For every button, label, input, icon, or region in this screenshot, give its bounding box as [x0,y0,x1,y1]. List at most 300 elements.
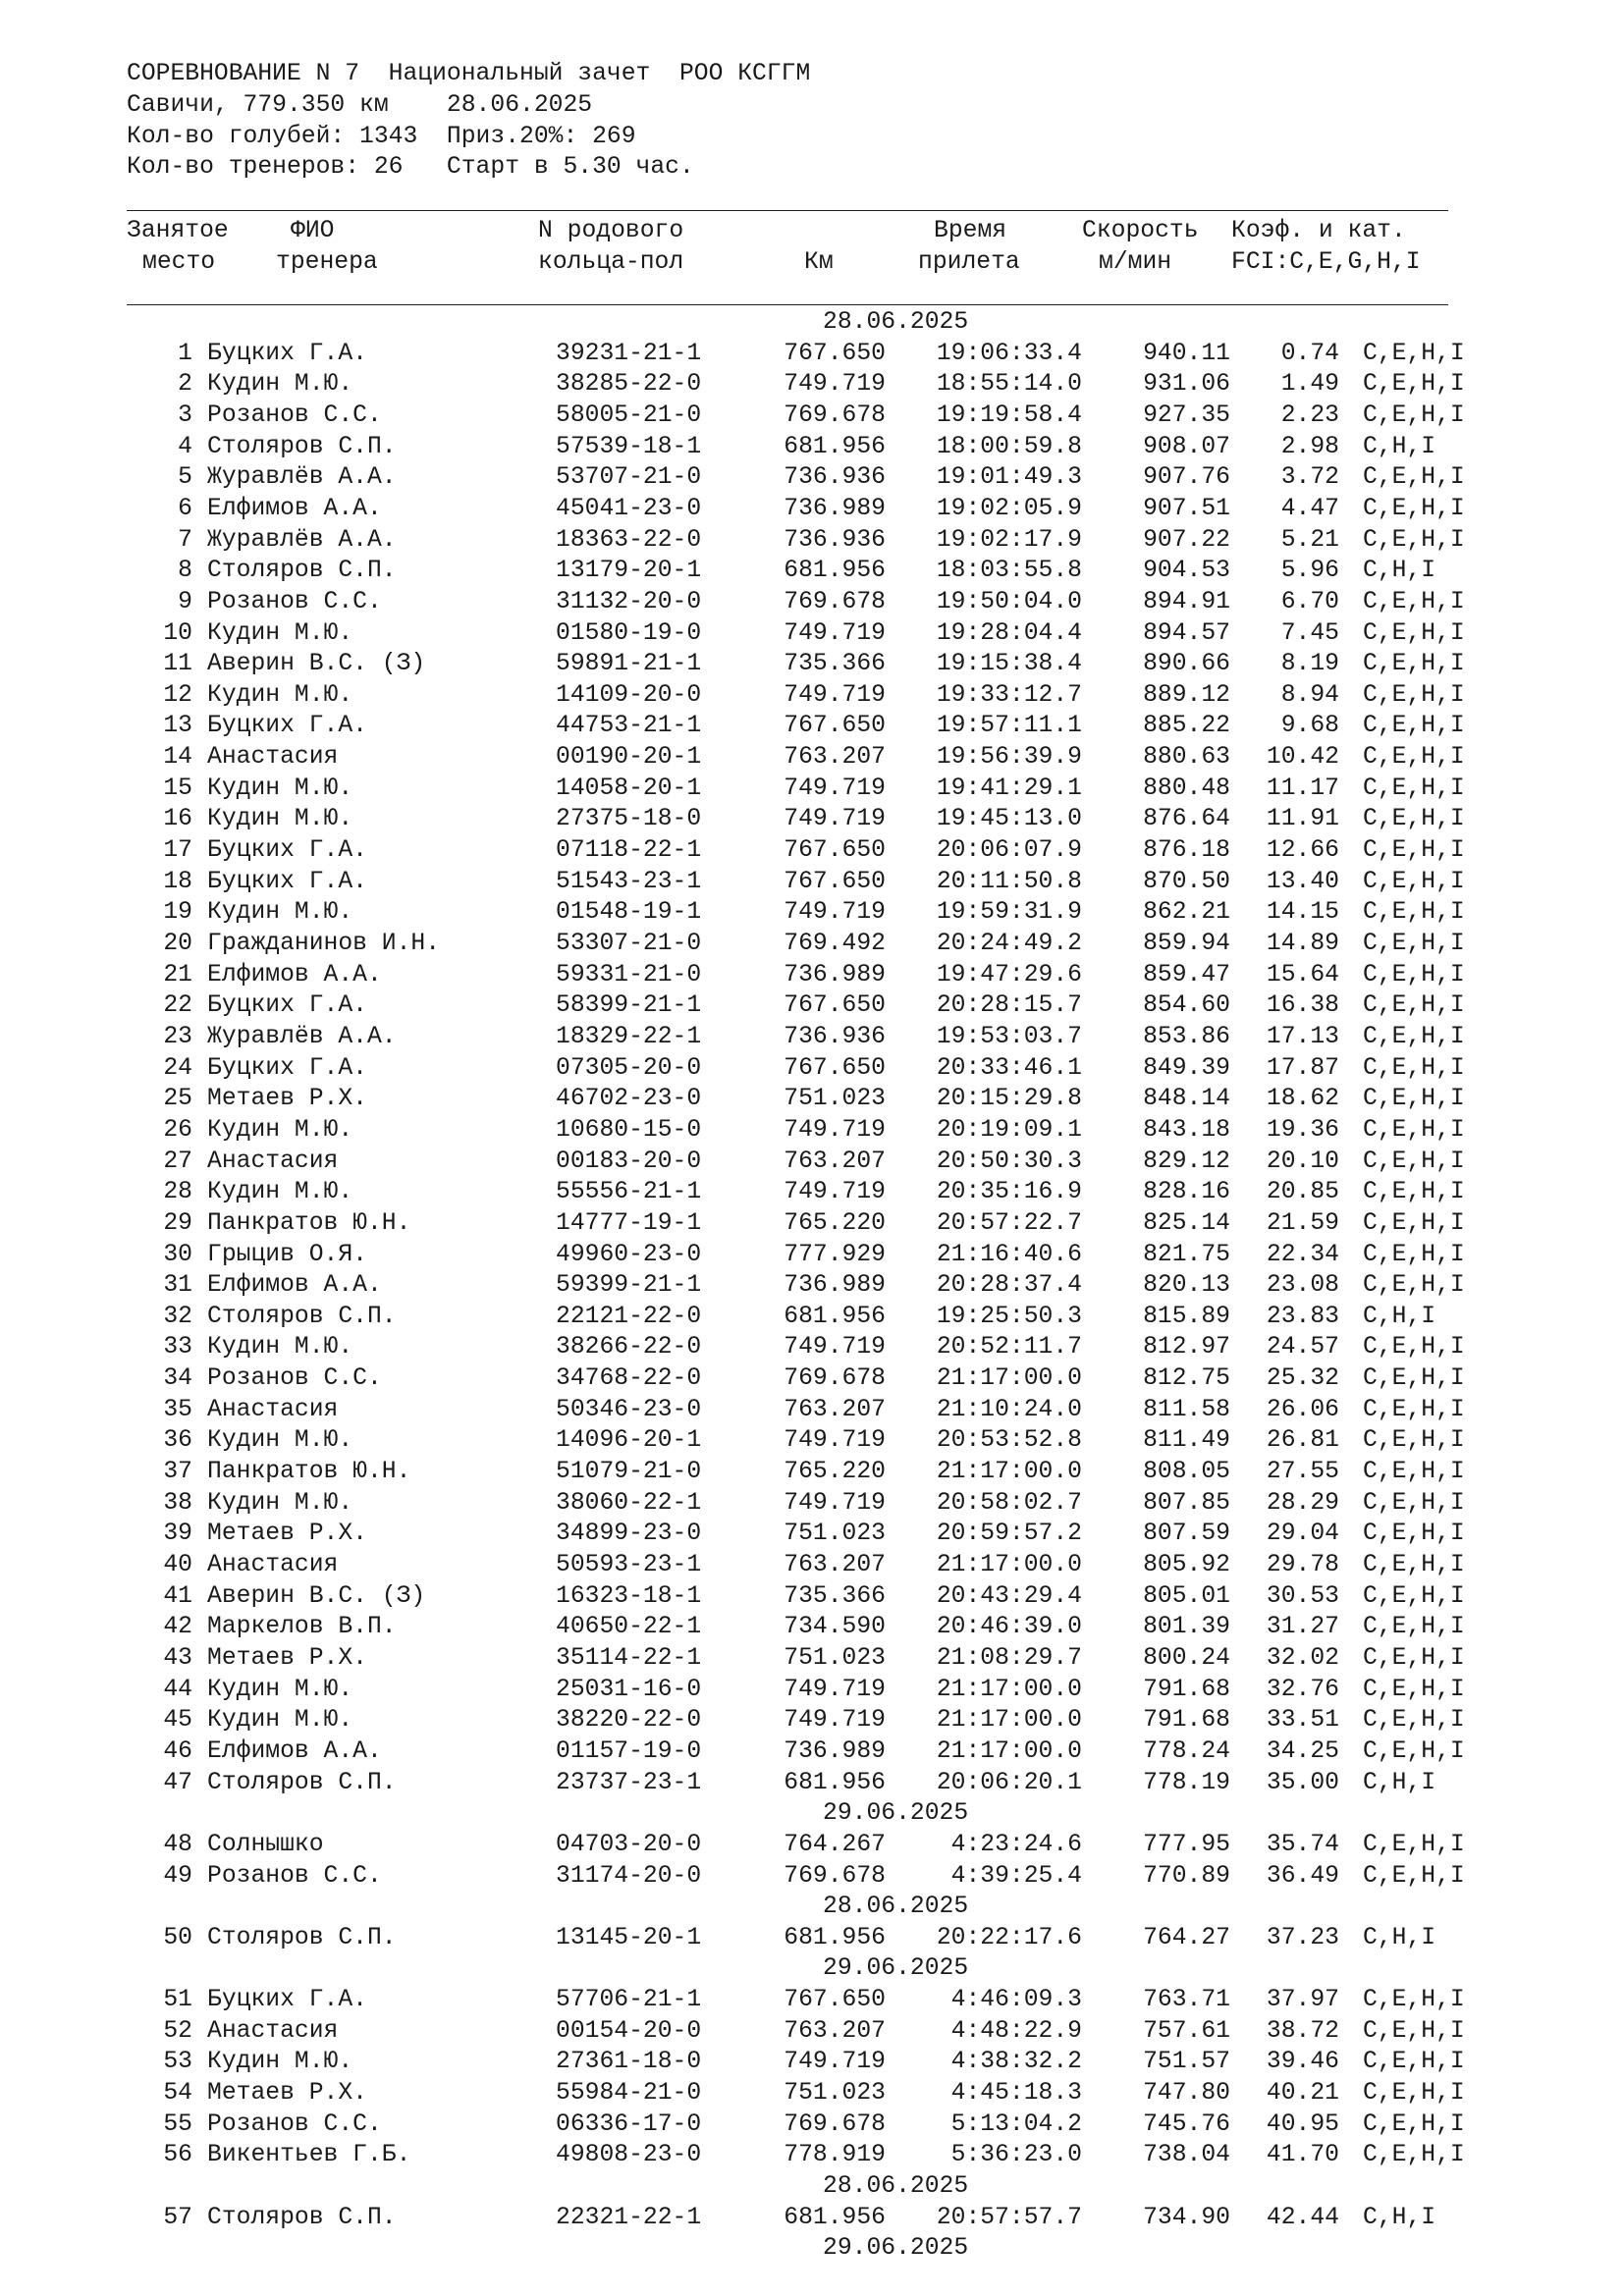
cell-ring: 57706-21-1 [556,1986,702,2014]
cell-speed: 880.63 [1143,743,1230,772]
cell-speed: 907.22 [1143,525,1230,554]
cell-speed: 853.86 [1143,1022,1230,1050]
name-header-2: тренера [276,248,378,276]
cell-time: 19:19:58.4 [936,400,1082,429]
cell-speed: 811.58 [1143,1395,1230,1423]
cell-cat: C,E,H,I [1363,1736,1465,1765]
cell-speed: 812.97 [1143,1333,1230,1362]
cell-ring: 51079-21-0 [556,1458,702,1486]
cell-coef: 19.36 [1266,1115,1339,1144]
table-row [0,1332,1624,1363]
cell-ring: 51543-23-1 [556,867,702,895]
cell-name: Анастасия [207,1147,339,1175]
cell-km: 681.956 [784,2203,886,2231]
cell-coef: 3.72 [1280,463,1339,492]
cell-time: 4:45:18.3 [950,2079,1082,2108]
cell-coef: 11.17 [1266,774,1339,802]
cell-time: 19:56:39.9 [936,743,1082,772]
cell-place: 15 [163,774,192,802]
cell-km: 769.492 [784,930,886,957]
cell-time: 21:17:00.0 [936,1706,1082,1735]
cell-coef: 32.76 [1266,1675,1339,1703]
cell-cat: C,H,I [1363,1768,1436,1796]
cell-coef: 8.94 [1280,680,1339,709]
table-row [0,711,1624,742]
cell-km: 763.207 [784,1551,886,1578]
cell-cat: C,E,H,I [1363,2016,1465,2045]
cell-time: 19:02:05.9 [936,494,1082,522]
cell-name: Журавлёв А.А. [207,463,397,492]
cell-name: Анастасия [207,743,339,772]
cell-cat: C,E,H,I [1363,836,1465,865]
table-row [0,1053,1624,1085]
cell-speed: 763.71 [1143,1986,1230,2014]
cell-speed: 751.57 [1143,2048,1230,2076]
cell-time: 19:01:49.3 [936,463,1082,492]
cell-km: 749.719 [784,1333,886,1362]
table-row [0,494,1624,525]
cell-name: Буцких Г.А. [207,1053,367,1082]
cell-name: Столяров С.П. [207,432,397,460]
time-header-1: Время [934,217,1007,244]
cell-coef: 26.81 [1266,1426,1339,1455]
cell-cat: C,E,H,I [1363,2141,1465,2169]
cell-km: 736.989 [784,960,886,988]
cell-name: Грыцив О.Я. [207,1240,367,1268]
cell-coef: 40.95 [1266,2109,1339,2138]
cell-time: 5:13:04.2 [950,2109,1082,2138]
cell-km: 736.989 [784,494,886,522]
cell-cat: C,E,H,I [1363,991,1465,1020]
cell-time: 20:57:57.7 [936,2203,1082,2231]
coef-header-1: Коэф. и кат. [1231,217,1406,244]
cell-cat: C,E,H,I [1363,1147,1465,1175]
cell-km: 749.719 [784,1426,886,1455]
cell-km: 736.989 [784,1271,886,1300]
cell-cat: C,E,H,I [1363,1643,1465,1672]
cell-km: 763.207 [784,1147,886,1175]
cell-coef: 1.49 [1280,370,1339,399]
cell-coef: 17.87 [1266,1053,1339,1082]
coef-header-2: FCI:C,E,G,H,I [1231,248,1421,276]
cell-place: 32 [163,1302,192,1330]
cell-coef: 12.66 [1266,836,1339,865]
cell-speed: 807.85 [1143,1488,1230,1517]
cell-ring: 38266-22-0 [556,1333,702,1362]
cell-coef: 22.34 [1266,1240,1339,1268]
cell-km: 749.719 [784,774,886,802]
cell-place: 57 [163,2203,192,2231]
top-rule [127,210,1448,211]
cell-speed: 791.68 [1143,1675,1230,1703]
cell-coef: 23.83 [1266,1302,1339,1330]
cell-time: 20:59:57.2 [936,1520,1082,1548]
cell-cat: C,E,H,I [1363,1208,1465,1237]
table-row [0,1115,1624,1147]
cell-name: Буцких Г.А. [207,836,367,865]
cell-place: 18 [163,867,192,895]
cell-ring: 57539-18-1 [556,432,702,460]
cell-cat: C,E,H,I [1363,930,1465,957]
cell-speed: 757.61 [1143,2016,1230,2045]
cell-ring: 14058-20-1 [556,774,702,802]
cell-km: 736.936 [784,525,886,554]
cell-ring: 35114-22-1 [556,1643,702,1672]
cell-cat: C,E,H,I [1363,867,1465,895]
cell-name: Маркелов В.П. [207,1613,397,1641]
cell-speed: 894.91 [1143,587,1230,615]
cell-name: Кудин М.Ю. [207,680,353,709]
cell-ring: 16323-18-1 [556,1581,702,1610]
cell-cat: C,E,H,I [1363,2048,1465,2076]
table-row [0,1985,1624,2016]
cell-ring: 44753-21-1 [556,712,702,740]
table-row [0,1705,1624,1736]
cell-ring: 22321-22-1 [556,2203,702,2231]
table-row [0,1177,1624,1208]
cell-place: 33 [163,1333,192,1362]
cell-cat: C,E,H,I [1363,2109,1465,2138]
cell-cat: C,E,H,I [1363,743,1465,772]
cell-place: 47 [163,1768,192,1796]
cell-coef: 24.57 [1266,1333,1339,1362]
cell-place: 56 [163,2141,192,2169]
cell-km: 749.719 [784,680,886,709]
cell-speed: 940.11 [1143,339,1230,367]
cell-place: 53 [163,2048,192,2076]
table-row [0,1519,1624,1550]
cell-cat: C,E,H,I [1363,1240,1465,1268]
cell-cat: C,E,H,I [1363,1675,1465,1703]
cell-time: 20:33:46.1 [936,1053,1082,1082]
cell-coef: 39.46 [1266,2048,1339,2076]
cell-km: 734.590 [784,1613,886,1641]
cell-ring: 00183-20-0 [556,1147,702,1175]
cell-cat: C,E,H,I [1363,463,1465,492]
cell-time: 21:17:00.0 [936,1675,1082,1703]
table-row [0,556,1624,587]
cell-place: 34 [163,1364,192,1393]
cell-cat: C,E,H,I [1363,712,1465,740]
cell-ring: 46702-23-0 [556,1085,702,1113]
cell-coef: 18.62 [1266,1085,1339,1113]
table-row [0,1425,1624,1457]
cell-time: 20:19:09.1 [936,1115,1082,1144]
cell-cat: C,E,H,I [1363,1333,1465,1362]
cell-speed: 800.24 [1143,1643,1230,1672]
cell-name: Солнышко [207,1830,324,1858]
cell-ring: 55984-21-0 [556,2079,702,2108]
cell-coef: 5.96 [1280,557,1339,585]
cell-coef: 6.70 [1280,587,1339,615]
cell-km: 767.650 [784,1986,886,2014]
cell-km: 765.220 [784,1208,886,1237]
cell-speed: 828.16 [1143,1178,1230,1206]
cell-place: 31 [163,1271,192,1300]
cell-place: 10 [163,618,192,647]
cell-name: Столяров С.П. [207,1302,397,1330]
table-row [0,1643,1624,1675]
table-row [0,1147,1624,1178]
cell-coef: 2.98 [1280,432,1339,460]
cell-time: 21:08:29.7 [936,1643,1082,1672]
cell-name: Елфимов А.А. [207,1736,382,1765]
cell-speed: 859.47 [1143,960,1230,988]
cell-ring: 18363-22-0 [556,525,702,554]
cell-place: 50 [163,1923,192,1951]
cell-ring: 22121-22-0 [556,1302,702,1330]
cell-place: 45 [163,1706,192,1735]
cell-km: 749.719 [784,1706,886,1735]
cell-speed: 889.12 [1143,680,1230,709]
cell-name: Панкратов Ю.Н. [207,1208,411,1237]
cell-place: 37 [163,1458,192,1486]
cell-cat: C,E,H,I [1363,1395,1465,1423]
cell-cat: C,E,H,I [1363,400,1465,429]
cell-time: 20:53:52.8 [936,1426,1082,1455]
cell-name: Кудин М.Ю. [207,1178,353,1206]
cell-cat: C,E,H,I [1363,898,1465,927]
cell-coef: 16.38 [1266,991,1339,1020]
cell-name: Кудин М.Ю. [207,2048,353,2076]
cell-speed: 807.59 [1143,1520,1230,1548]
cell-time: 20:52:11.7 [936,1333,1082,1362]
cell-ring: 06336-17-0 [556,2109,702,2138]
header-rule [127,304,1448,305]
date-separator: 28.06.2025 [823,308,969,336]
cell-cat: C,H,I [1363,1302,1436,1330]
cell-cat: C,E,H,I [1363,1364,1465,1393]
cell-coef: 35.74 [1266,1830,1339,1858]
cell-speed: 894.57 [1143,618,1230,647]
cell-time: 20:46:39.0 [936,1613,1082,1641]
cell-name: Журавлёв А.А. [207,1022,397,1050]
ring-header-2: кольца-пол [538,248,684,276]
table-row [0,2203,1624,2234]
cell-cat: C,H,I [1363,432,1436,460]
cell-speed: 801.39 [1143,1613,1230,1641]
cell-coef: 35.00 [1266,1768,1339,1796]
table-row [0,649,1624,680]
cell-time: 20:06:07.9 [936,836,1082,865]
cell-place: 22 [163,991,192,1020]
cell-km: 763.207 [784,1395,886,1423]
cell-speed: 734.90 [1143,2203,1230,2231]
cell-time: 21:17:00.0 [936,1551,1082,1578]
cell-time: 20:28:37.4 [936,1271,1082,1300]
table-row [0,1488,1624,1520]
cell-cat: C,E,H,I [1363,1271,1465,1300]
cell-cat: C,E,H,I [1363,774,1465,802]
cell-coef: 20.85 [1266,1178,1339,1206]
cell-ring: 25031-16-0 [556,1675,702,1703]
cell-place: 24 [163,1053,192,1082]
table-row [0,462,1624,494]
cell-name: Розанов С.С. [207,2109,382,2138]
cell-name: Журавлёв А.А. [207,525,397,554]
cell-km: 749.719 [784,805,886,833]
cell-speed: 770.89 [1143,1861,1230,1890]
table-row [0,1208,1624,1240]
cell-cat: C,H,I [1363,557,1436,585]
cell-speed: 907.51 [1143,494,1230,522]
cell-name: Буцких Г.А. [207,1986,367,2014]
cell-time: 4:39:25.4 [950,1861,1082,1890]
cell-time: 19:25:50.3 [936,1302,1082,1330]
cell-ring: 07118-22-1 [556,836,702,865]
table-row [0,1240,1624,1271]
cell-place: 51 [163,1986,192,2014]
cell-place: 29 [163,1208,192,1237]
cell-cat: C,E,H,I [1363,1426,1465,1455]
cell-time: 19:33:12.7 [936,680,1082,709]
km-header: Км [804,248,834,276]
cell-cat: C,E,H,I [1363,1830,1465,1858]
cell-place: 13 [163,712,192,740]
cell-time: 20:06:20.1 [936,1768,1082,1796]
cell-ring: 40650-22-1 [556,1613,702,1641]
cell-coef: 40.21 [1266,2079,1339,2108]
table-row [0,804,1624,835]
cell-speed: 745.76 [1143,2109,1230,2138]
table-row [0,1302,1624,1333]
cell-speed: 764.27 [1143,1923,1230,1951]
cell-ring: 23737-23-1 [556,1768,702,1796]
table-row [0,742,1624,774]
cell-ring: 18329-22-1 [556,1022,702,1050]
cell-coef: 21.59 [1266,1208,1339,1237]
cell-coef: 14.15 [1266,898,1339,927]
cell-place: 17 [163,836,192,865]
cell-name: Кудин М.Ю. [207,805,353,833]
cell-place: 44 [163,1675,192,1703]
cell-speed: 870.50 [1143,867,1230,895]
cell-ring: 07305-20-0 [556,1053,702,1082]
cell-speed: 908.07 [1143,432,1230,460]
cell-time: 20:22:17.6 [936,1923,1082,1951]
cell-time: 21:17:00.0 [936,1736,1082,1765]
cell-name: Кудин М.Ю. [207,1675,353,1703]
cell-name: Анастасия [207,1395,339,1423]
table-row [0,1830,1624,1861]
cell-km: 769.678 [784,1861,886,1890]
cell-ring: 39231-21-1 [556,339,702,367]
cell-time: 19:53:03.7 [936,1022,1082,1050]
cell-time: 19:28:04.4 [936,618,1082,647]
cell-time: 20:24:49.2 [936,930,1082,957]
cell-speed: 859.94 [1143,930,1230,957]
cell-speed: 805.01 [1143,1581,1230,1610]
cell-coef: 2.23 [1280,400,1339,429]
cell-km: 777.929 [784,1240,886,1268]
cell-km: 769.678 [784,2109,886,2138]
cell-speed: 811.49 [1143,1426,1230,1455]
table-row [0,835,1624,867]
cell-ring: 13145-20-1 [556,1923,702,1951]
cell-place: 19 [163,898,192,927]
table-row [0,929,1624,960]
cell-cat: C,E,H,I [1363,370,1465,399]
cell-time: 19:02:17.9 [936,525,1082,554]
cell-name: Кудин М.Ю. [207,1115,353,1144]
speed-header-1: Скорость [1082,217,1199,244]
cell-cat: C,E,H,I [1363,1458,1465,1486]
date-separator: 28.06.2025 [823,2172,969,2200]
cell-speed: 738.04 [1143,2141,1230,2169]
cell-ring: 38060-22-1 [556,1488,702,1517]
cell-speed: 880.48 [1143,774,1230,802]
cell-coef: 17.13 [1266,1022,1339,1050]
cell-place: 26 [163,1115,192,1144]
cell-name: Аверин В.С. (З) [207,1581,426,1610]
cell-km: 751.023 [784,1520,886,1548]
cell-ring: 13179-20-1 [556,557,702,585]
cell-coef: 10.42 [1266,743,1339,772]
cell-coef: 25.32 [1266,1364,1339,1393]
cell-place: 27 [163,1147,192,1175]
cell-km: 749.719 [784,898,886,927]
cell-km: 749.719 [784,1178,886,1206]
cell-cat: C,E,H,I [1363,680,1465,709]
cell-km: 764.267 [784,1830,886,1858]
cell-name: Елфимов А.А. [207,1271,382,1300]
cell-place: 48 [163,1830,192,1858]
cell-coef: 4.47 [1280,494,1339,522]
cell-cat: C,E,H,I [1363,1178,1465,1206]
cell-coef: 42.44 [1266,2203,1339,2231]
cell-place: 2 [178,370,192,399]
table-row [0,960,1624,991]
table-row [0,1675,1624,1706]
cell-ring: 38220-22-0 [556,1706,702,1735]
cell-ring: 01548-19-1 [556,898,702,927]
cell-speed: 815.89 [1143,1302,1230,1330]
cell-name: Аверин В.С. (З) [207,650,426,678]
trainer-count: Кол-во тренеров: 26 Старт в 5.30 час. [127,153,694,181]
cell-coef: 15.64 [1266,960,1339,988]
cell-km: 736.989 [784,1736,886,1765]
cell-coef: 5.21 [1280,525,1339,554]
cell-time: 18:03:55.8 [936,557,1082,585]
cell-km: 765.220 [784,1458,886,1486]
cell-km: 736.936 [784,463,886,492]
cell-time: 20:50:30.3 [936,1147,1082,1175]
cell-name: Гражданинов И.Н. [207,930,441,957]
cell-cat: C,E,H,I [1363,494,1465,522]
place-header-2: место [142,248,216,276]
table-row [0,1736,1624,1768]
cell-ring: 59331-21-0 [556,960,702,988]
cell-time: 19:57:11.1 [936,712,1082,740]
cell-place: 55 [163,2109,192,2138]
cell-place: 38 [163,1488,192,1517]
cell-name: Анастасия [207,2016,339,2045]
cell-coef: 23.08 [1266,1271,1339,1300]
cell-time: 21:17:00.0 [936,1458,1082,1486]
cell-speed: 885.22 [1143,712,1230,740]
cell-cat: C,E,H,I [1363,1115,1465,1144]
cell-name: Кудин М.Ю. [207,1426,353,1455]
cell-speed: 825.14 [1143,1208,1230,1237]
cell-coef: 26.06 [1266,1395,1339,1423]
cell-ring: 10680-15-0 [556,1115,702,1144]
cell-name: Кудин М.Ю. [207,370,353,399]
cell-time: 20:11:50.8 [936,867,1082,895]
cell-time: 18:55:14.0 [936,370,1082,399]
cell-coef: 14.89 [1266,930,1339,957]
table-row [0,2109,1624,2141]
cell-km: 767.650 [784,712,886,740]
